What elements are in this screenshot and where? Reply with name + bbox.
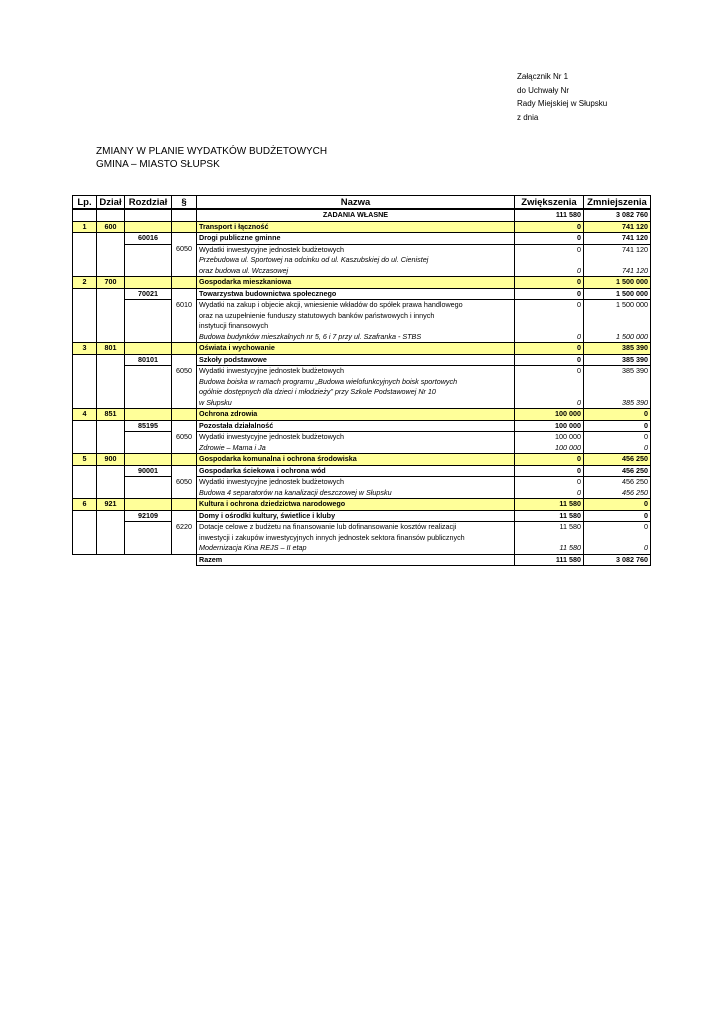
cell-name: Ochrona zdrowia [197, 409, 515, 421]
cell-plus: 0 [515, 221, 584, 233]
cell-paragraf: 6050 [172, 244, 197, 255]
cell-minus: 385 390 [584, 366, 651, 377]
cell-minus: 385 390 [584, 343, 651, 355]
cell-name: Wydatki inwestycyjne jednostek budżetowych [197, 477, 515, 488]
cell-name: Modernizacja Kina REJS – II etap [197, 543, 515, 554]
cell-rozdzial: 70021 [125, 288, 172, 300]
cell-name: ogólnie dostępnych dla dzieci i młodzieży” przy Szkole Podstawowej Nr 10 [197, 387, 515, 398]
title-subline: GMINA – MIASTO SŁUPSK [96, 159, 220, 170]
cell-name: instytucji finansowych [197, 321, 515, 332]
cell-rozdzial: 80101 [125, 354, 172, 366]
cell-minus: 0 [584, 510, 651, 522]
total-plus: 111 580 [515, 554, 584, 566]
section-row [73, 409, 651, 421]
cell-plus: 0 [515, 398, 584, 409]
cell-dzial: 851 [97, 409, 125, 421]
cell-name: Pozostała działalność [197, 420, 515, 432]
detail-row [73, 533, 651, 544]
cell-name: Budowa 4 separatorów na kanalizacji deszczowej w Słupsku [197, 488, 515, 499]
cell-lp: 6 [73, 499, 97, 511]
cell-minus: 456 250 [584, 477, 651, 488]
total-label: Razem [197, 554, 515, 566]
cell-name: Gospodarka mieszkaniowa [197, 277, 515, 289]
attachment-line: Załącznik Nr 1 [517, 72, 569, 81]
header-dzial: Dział [97, 196, 125, 210]
cell-dzial: 700 [97, 277, 125, 289]
cell-name: Gospodarka komunalna i ochrona środowiska [197, 454, 515, 466]
cell-plus: 0 [515, 477, 584, 488]
detail-row [73, 543, 651, 554]
cell-name: Przebudowa ul. Sportowej na odcinku od ul. Kaszubskiej do ul. Cienistej [197, 255, 515, 266]
chapter-row [73, 288, 651, 300]
cell-minus: 1 500 000 [584, 288, 651, 300]
cell-minus: 0 [584, 543, 651, 554]
cell-minus: 456 250 [584, 488, 651, 499]
cell-name: Szkoły podstawowe [197, 354, 515, 366]
detail-row [73, 398, 651, 409]
section-row [73, 221, 651, 233]
paragraph-row [73, 477, 651, 488]
chapter-row [73, 354, 651, 366]
cell-minus: 456 250 [584, 454, 651, 466]
cell-dzial: 600 [97, 221, 125, 233]
cell-plus: 0 [515, 266, 584, 277]
cell-minus: 1 500 000 [584, 277, 651, 289]
section-row [73, 277, 651, 289]
header-zwiekszenia: Zwiększenia [515, 196, 584, 210]
header-nazwa: Nazwa [197, 196, 515, 210]
cell-minus: 456 250 [584, 465, 651, 477]
cell-name: Oświata i wychowanie [197, 343, 515, 355]
cell-rozdzial: 85195 [125, 420, 172, 432]
cell-name: Gospodarka ściekowa i ochrona wód [197, 465, 515, 477]
header-rozdzial: Rozdział [125, 196, 172, 210]
cell-name: Transport i łączność [197, 221, 515, 233]
section-row [73, 499, 651, 511]
paragraph-row [73, 432, 651, 443]
cell-minus: 385 390 [584, 398, 651, 409]
detail-row [73, 255, 651, 266]
cell-dzial: 900 [97, 454, 125, 466]
cell-plus: 0 [515, 454, 584, 466]
cell-paragraf: 6010 [172, 300, 197, 311]
cell-name: Wydatki inwestycyjne jednostek budżetowych [197, 244, 515, 255]
cell-minus: 0 [584, 443, 651, 454]
detail-row [73, 311, 651, 322]
detail-row [73, 332, 651, 343]
cell-plus: 100 000 [515, 409, 584, 421]
cell-lp: 1 [73, 221, 97, 233]
chapter-row [73, 465, 651, 477]
paragraph-row [73, 244, 651, 255]
cell-plus: 0 [515, 244, 584, 255]
cell-plus: 0 [515, 465, 584, 477]
cell-minus: 385 390 [584, 354, 651, 366]
detail-row [73, 443, 651, 454]
section-row [73, 343, 651, 355]
detail-row [73, 387, 651, 398]
header-lp: Lp. [73, 196, 97, 210]
title-line: ZMIANY W PLANIE WYDATKÓW BUDŻETOWYCH [96, 146, 328, 157]
cell-name: Domy i ośrodki kultury, świetlice i kluby [197, 510, 515, 522]
cell-minus: 0 [584, 499, 651, 511]
cell-name: Drogi publiczne gminne [197, 233, 515, 245]
zadania-plus: 111 580 [515, 209, 584, 221]
cell-plus: 11 580 [515, 522, 584, 533]
cell-minus: 1 500 000 [584, 300, 651, 311]
cell-paragraf: 6220 [172, 522, 197, 533]
cell-paragraf: 6050 [172, 477, 197, 488]
cell-plus: 11 580 [515, 543, 584, 554]
document-title [96, 145, 327, 171]
paragraph-row [73, 366, 651, 377]
header-paragraf: § [172, 196, 197, 210]
paragraph-row [73, 300, 651, 311]
cell-dzial: 921 [97, 499, 125, 511]
cell-plus: 100 000 [515, 443, 584, 454]
zadania-minus: 3 082 760 [584, 209, 651, 221]
cell-minus: 0 [584, 420, 651, 432]
attachment-line: do Uchwały Nr [517, 85, 570, 95]
cell-plus: 0 [515, 488, 584, 499]
chapter-row [73, 420, 651, 432]
cell-plus: 100 000 [515, 420, 584, 432]
cell-name: w Słupsku [197, 398, 515, 409]
zadania-label: ZADANIA WŁASNE [197, 209, 515, 221]
chapter-row [73, 510, 651, 522]
header-row [73, 196, 651, 210]
cell-name: Zdrowie – Mama i Ja [197, 443, 515, 454]
cell-paragraf: 6050 [172, 432, 197, 443]
cell-name: Wydatki na zakup i objecie akcji, wniesienie wkładów do spółek prawa handlowego [197, 300, 515, 311]
attachment-note [517, 70, 607, 124]
cell-rozdzial: 92109 [125, 510, 172, 522]
detail-row [73, 266, 651, 277]
cell-name: oraz na uzupełnienie funduszy statutowych banków państwowych i innych [197, 311, 515, 322]
cell-name: Budowa budynków mieszkalnych nr 5, 6 i 7 przy ul. Szafranka - STBS [197, 332, 515, 343]
cell-plus: 0 [515, 288, 584, 300]
detail-row [73, 488, 651, 499]
cell-minus: 0 [584, 409, 651, 421]
chapter-row [73, 233, 651, 245]
cell-rozdzial: 90001 [125, 465, 172, 477]
cell-plus: 0 [515, 343, 584, 355]
header-zmniejszenia: Zmniejszenia [584, 196, 651, 210]
budget-table [72, 195, 651, 566]
total-minus: 3 082 760 [584, 554, 651, 566]
cell-name: Towarzystwa budownictwa społecznego [197, 288, 515, 300]
total-row [73, 554, 651, 566]
cell-minus: 1 500 000 [584, 332, 651, 343]
cell-plus: 0 [515, 277, 584, 289]
cell-rozdzial: 60016 [125, 233, 172, 245]
cell-plus: 100 000 [515, 432, 584, 443]
cell-name: Budowa boiska w ramach programu „Budowa wielofunkcyjnych boisk sportowych [197, 377, 515, 388]
cell-lp: 3 [73, 343, 97, 355]
zadania-row [73, 209, 651, 221]
detail-row [73, 377, 651, 388]
cell-plus: 11 580 [515, 510, 584, 522]
paragraph-row [73, 522, 651, 533]
cell-lp: 2 [73, 277, 97, 289]
cell-minus: 0 [584, 522, 651, 533]
cell-name: Wydatki inwestycyjne jednostek budżetowych [197, 366, 515, 377]
cell-minus: 741 120 [584, 244, 651, 255]
attachment-line: Rady Miejskiej w Słupsku [517, 99, 608, 108]
cell-name: inwestycji i zakupów inwestycyjnych innych jednostek sektora finansów publicznych [197, 533, 515, 544]
cell-plus: 0 [515, 332, 584, 343]
cell-plus: 0 [515, 366, 584, 377]
cell-paragraf: 6050 [172, 366, 197, 377]
cell-name: oraz budowa ul. Wczasowej [197, 266, 515, 277]
cell-lp: 5 [73, 454, 97, 466]
cell-minus: 741 120 [584, 266, 651, 277]
cell-name: Wydatki inwestycyjne jednostek budżetowych [197, 432, 515, 443]
detail-row [73, 321, 651, 332]
cell-minus: 741 120 [584, 233, 651, 245]
cell-name: Dotacje celowe z budżetu na finansowanie lub dofinansowanie kosztów realizacji [197, 522, 515, 533]
cell-plus: 11 580 [515, 499, 584, 511]
attachment-line: z dnia [517, 112, 539, 122]
cell-minus: 0 [584, 432, 651, 443]
cell-name: Kultura i ochrona dziedzictwa narodowego [197, 499, 515, 511]
cell-lp: 4 [73, 409, 97, 421]
section-row [73, 454, 651, 466]
cell-plus: 0 [515, 300, 584, 311]
cell-plus: 0 [515, 233, 584, 245]
cell-plus: 0 [515, 354, 584, 366]
cell-minus: 741 120 [584, 221, 651, 233]
cell-dzial: 801 [97, 343, 125, 355]
